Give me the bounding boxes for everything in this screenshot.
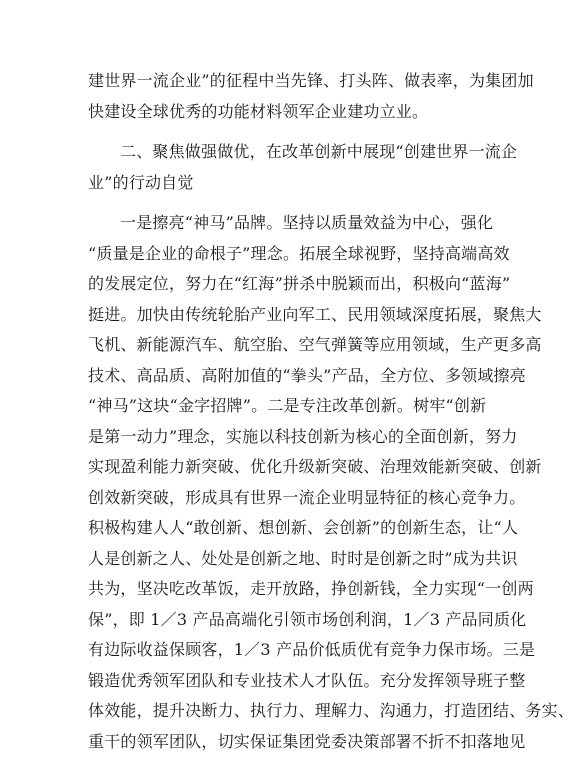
text-line: 飞机、新能源汽车、航空胎、空气弹簧等应用领域，生产更多高 xyxy=(88,335,542,354)
text-line: 实现盈利能力新突破、优化升级新突破、治理效能新突破、创新 xyxy=(88,457,542,476)
text-line: 保”，即 1／3 产品高端化引领市场创利润，1／3 产品同质化 xyxy=(88,609,527,629)
text-line: “质量是企业的命根子”理念。拓展全球视野，坚持高端高效 xyxy=(88,243,510,263)
intro-paragraph xyxy=(88,66,534,127)
paragraph-spacer xyxy=(88,127,498,137)
text-line: 技术、高品质、高附加值的“拳头”产品，全方位、多领域擦亮 xyxy=(88,365,526,385)
text-line: 创效新突破，形成具有世界一流企业明显特征的核心竞争力。 xyxy=(88,487,526,507)
text-line: “神马”这块“金字招牌”。二是专注改革创新。树牢“创新 xyxy=(88,396,487,415)
paragraph-spacer xyxy=(88,198,498,208)
heading-line: 业”的行动自觉 xyxy=(88,172,194,192)
text-line: 人是创新之人、处处是创新之地、时时是创新之时”成为共识 xyxy=(88,548,518,568)
text-line: 共为，坚决吃改革饭，走开放路，挣创新钱，全力实现“一创两 xyxy=(88,579,534,598)
document-body xyxy=(88,66,575,757)
text-line: 建世界一流企业”的征程中当先锋、打头阵、做表率，为集团加 xyxy=(88,71,534,90)
heading-line: 二、聚焦做强做优，在改革创新中展现“创建世界一流企 xyxy=(120,142,518,161)
text-line: 挺进。加快由传统轮胎产业向军工、民用领域深度拓展，聚焦大 xyxy=(88,304,542,324)
text-line: 的发展定位，努力在“红海”拼杀中脱颖而出，积极向“蓝海” xyxy=(88,274,511,293)
text-line: 锻造优秀领军团队和专业技术人才队伍。充分发挥领导班子整 xyxy=(88,670,526,690)
text-line: 体效能，提升决断力、执行力、理解力、沟通力，打造团结、务实、 xyxy=(88,701,575,720)
body-paragraph xyxy=(88,208,575,757)
text-line: 有边际收益保顾客，1／3 产品价低质优有竞争力保市场。三是 xyxy=(88,640,536,659)
text-line: 积极构建人人“敢创新、想创新、会创新”的创新生态，让“人 xyxy=(88,518,519,537)
section-heading xyxy=(88,137,518,198)
text-line: 一是擦亮“神马”品牌。坚持以质量效益为中心，强化 xyxy=(120,213,494,232)
text-line: 快建设全球优秀的功能材料领军企业建功立业。 xyxy=(88,101,429,121)
text-line: 是第一动力”理念，实施以科技创新为核心的全面创新，努力 xyxy=(88,426,518,446)
text-line: 重干的领军团队，切实保证集团党委决策部署不折不扣落地见 xyxy=(88,731,526,751)
